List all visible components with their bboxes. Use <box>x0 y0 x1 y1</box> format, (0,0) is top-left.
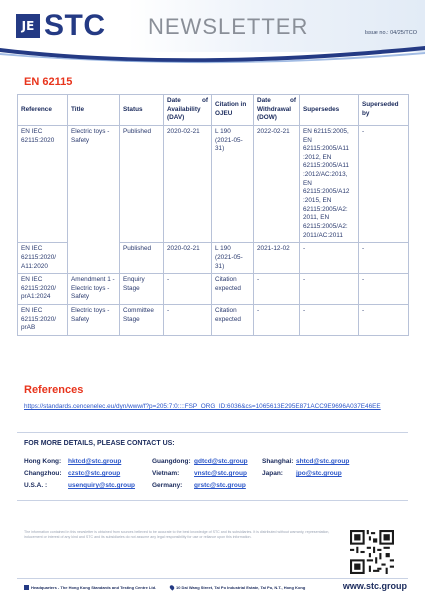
col-header-status: Status <box>120 95 164 126</box>
location-pin-icon <box>169 585 175 591</box>
cell-dow: - <box>254 305 300 336</box>
col-header-dav <box>164 95 212 126</box>
headquarters-text: Headquarters - The Hong Kong Standards and Testing Centre Ltd. <box>31 585 157 590</box>
cell-dav: 2020-02-21 <box>164 125 212 242</box>
dav-word-1: Date <box>167 97 181 104</box>
cell-dow: - <box>254 274 300 305</box>
dav-word-4: (DAV) <box>167 114 185 122</box>
dow-word-2: of <box>289 97 296 104</box>
cell-supersedes: EN 62115:2005, EN 62115:2005/A11 :2012, EN 62115:2005/A11 :2012/AC:2013, EN 62115:2005/A12 :2015, EN 62115:2005/A2: 2011, EN 62115:2005/A2: 2011/AC:2011 <box>300 125 359 242</box>
col-header-reference: Reference <box>18 95 68 126</box>
table-row <box>18 125 409 242</box>
contact-email-vietnam[interactable]: vnstc@stc.group <box>194 470 247 477</box>
cell-reference: EN IEC 62115:2020/ A11:2020 <box>18 243 68 274</box>
table-row <box>18 305 409 336</box>
cell-supersedes: - <box>300 274 359 305</box>
cell-ojeu: L 190 (2021-05-31) <box>212 125 254 242</box>
cell-superseded-by: - <box>359 305 409 336</box>
header-swoosh <box>0 44 425 66</box>
contact-label-hong-kong: Hong Kong: <box>24 458 62 465</box>
col-header-ojeu: Citation in OJEU <box>212 95 254 126</box>
stc-logo-text: STC <box>44 9 106 42</box>
cell-reference: EN IEC 62115:2020/ prAB <box>18 305 68 336</box>
cell-title: Amendment 1 - Electric toys - Safety <box>68 274 120 305</box>
page-footer <box>0 578 425 600</box>
cell-status: Published <box>120 125 164 242</box>
address-text: 10 Dai Wang Street, Tai Po Industrial Estate, Tai Po, N.T., Hong Kong <box>176 585 306 590</box>
stc-logo-icon: JE <box>16 14 40 38</box>
cell-reference: EN IEC 62115:2020 <box>18 125 68 242</box>
dow-word-3: Withdrawal <box>257 105 292 113</box>
table-header-row <box>18 95 409 126</box>
building-icon <box>24 585 29 590</box>
disclaimer-text: The information contained in this newsletter is obtained from sources believed to be accurate to the best knowledge of STC and its subsidiaries. It is distributed without warranty, representation, inducement or interest of any kind and STC and its subsidiaries do not assume any legal responsibility for use or reliance upon this information. <box>24 530 330 540</box>
cell-title: Electric toys - Safety <box>68 125 120 273</box>
references-title: References <box>24 384 84 396</box>
contact-title: FOR MORE DETAILS, PLEASE CONTACT US: <box>24 440 175 447</box>
dav-word-2: of <box>201 97 208 104</box>
contact-email-usa[interactable]: usenquiry@stc.group <box>68 482 136 489</box>
cell-title: Electric toys - Safety <box>68 305 120 336</box>
col-header-title: Title <box>68 95 120 126</box>
cell-superseded-by: - <box>359 125 409 242</box>
newsletter-title: NEWSLETTER <box>148 14 309 39</box>
cell-supersedes: - <box>300 305 359 336</box>
cell-reference: EN IEC 62115:2020/ prA1:2024 <box>18 274 68 305</box>
contact-label-changzhou: Changzhou: <box>24 470 62 477</box>
reference-link[interactable]: https://standards.cencenelec.eu/dyn/www/f?p=205:7:0::::FSP_ORG_ID:6036&cs=1065613E295E871ACC9E9696A037E46EE <box>24 403 381 410</box>
cell-dav: 2020-02-21 <box>164 243 212 274</box>
cell-status: Committee Stage <box>120 305 164 336</box>
qr-code-icon[interactable] <box>350 530 394 574</box>
dow-word-4: (DOW) <box>257 114 277 122</box>
cell-superseded-by: - <box>359 274 409 305</box>
cell-status: Published <box>120 243 164 274</box>
divider <box>17 432 408 433</box>
address-info <box>170 585 305 590</box>
contact-email-germany[interactable]: grstc@stc.group <box>194 482 246 489</box>
cell-status: Enquiry Stage <box>120 274 164 305</box>
dow-word-1: Date <box>257 97 271 104</box>
cell-superseded-by: - <box>359 243 409 274</box>
col-header-superseded-by: Superseded by <box>359 95 409 126</box>
cell-dav: - <box>164 305 212 336</box>
contact-label-vietnam: Vietnam: <box>152 470 180 477</box>
contact-email-japan[interactable]: jpo@stc.group <box>296 470 342 477</box>
col-header-supersedes: Supersedes <box>300 95 359 126</box>
contact-email-guangdong[interactable]: gdtcd@stc.group <box>194 458 248 465</box>
contact-label-guangdong: Guangdong: <box>152 458 191 465</box>
contact-email-hong-kong[interactable]: hktcd@stc.group <box>68 458 122 465</box>
cell-dav: - <box>164 274 212 305</box>
dav-word-3: Availability <box>167 105 201 113</box>
contact-email-shanghai[interactable]: shtcd@stc.group <box>296 458 350 465</box>
table-row <box>18 274 409 305</box>
divider <box>17 500 408 501</box>
contact-label-usa: U.S.A. : <box>24 482 48 489</box>
contact-label-germany: Germany: <box>152 482 183 489</box>
headquarters-info <box>24 585 156 590</box>
cell-ojeu: L 190 (2021-05-31) <box>212 243 254 274</box>
cell-ojeu: Citation expected <box>212 274 254 305</box>
cell-supersedes: - <box>300 243 359 274</box>
page-header <box>0 0 425 52</box>
cell-dow: 2022-02-21 <box>254 125 300 242</box>
cell-ojeu: Citation expected <box>212 305 254 336</box>
contact-label-shanghai: Shanghai: <box>262 458 294 465</box>
website-link[interactable]: www.stc.group <box>342 581 407 591</box>
col-header-dow <box>254 95 300 126</box>
standards-table <box>17 94 409 336</box>
cell-dow: 2021-12-02 <box>254 243 300 274</box>
contact-label-japan: Japan: <box>262 470 283 477</box>
issue-number: Issue no.: 04/25/TCO <box>364 30 417 36</box>
contact-email-changzhou[interactable]: czstc@stc.group <box>68 470 121 477</box>
standard-section-title: EN 62115 <box>24 76 73 88</box>
footer-divider <box>17 578 408 579</box>
